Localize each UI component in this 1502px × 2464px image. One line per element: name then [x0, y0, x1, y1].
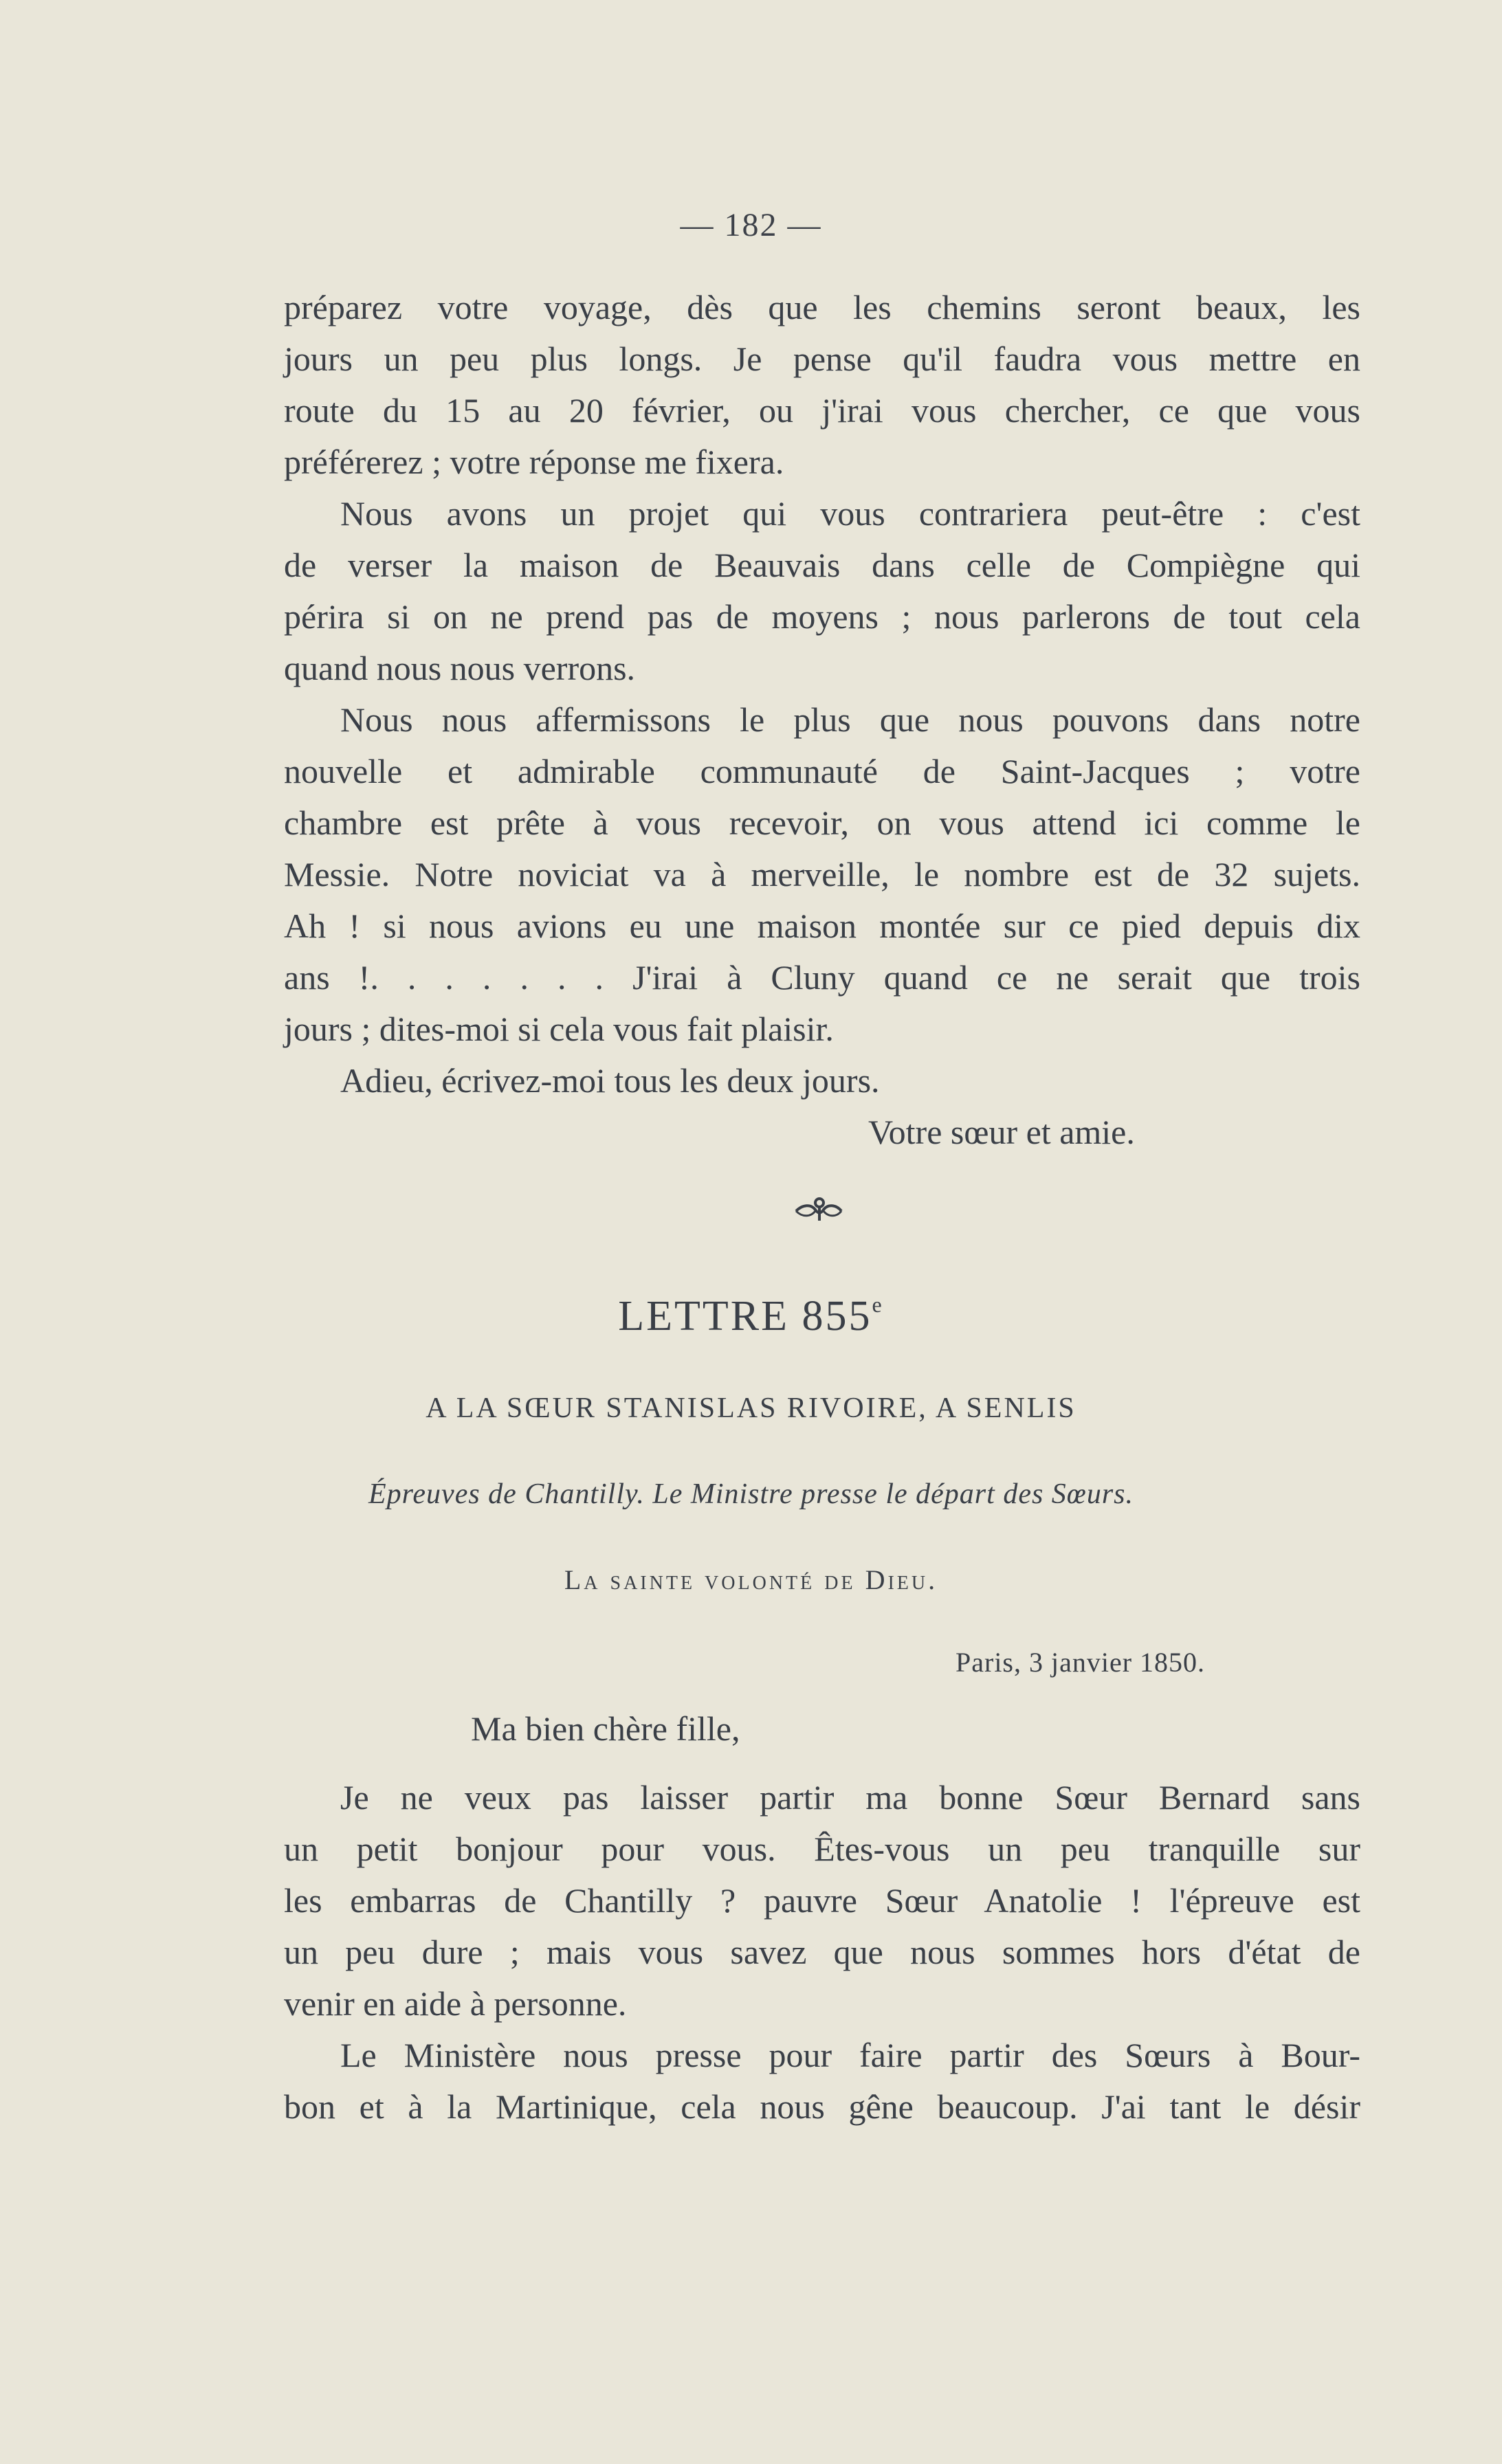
paragraph-start-line: Le Ministère nous presse pour faire partir des Sœurs à Bour- [340, 2036, 1360, 2074]
letter-addressee: A LA SŒUR STANISLAS RIVOIRE, A SENLIS [426, 1392, 1076, 1424]
fleuron-ornament-icon [791, 1189, 846, 1230]
page-number: — 182 — [680, 207, 822, 243]
letter-title-text: LETTRE 855 [618, 1293, 872, 1340]
text-line: route du 15 au 20 février, ou j'irai vous chercher, ce que vous [284, 391, 1360, 430]
letter-title-superscript: e [872, 1292, 884, 1317]
text-line: un peu dure ; mais vous savez que nous sommes hors d'état de [284, 1933, 1360, 1971]
text-line: Ah ! si nous avions eu une maison montée sur ce pied depuis dix [284, 907, 1360, 945]
text-line: un petit bonjour pour vous. Êtes-vous un peu tranquille sur [284, 1830, 1360, 1868]
letter-summary: Épreuves de Chantilly. Le Ministre presse le départ des Sœurs. [368, 1478, 1134, 1510]
text-line: périra si on ne prend pas de moyens ; nous parlerons de tout cela [284, 597, 1360, 636]
text-line: nouvelle et admirable communauté de Saint-Jacques ; votre [284, 752, 1360, 790]
text-line: venir en aide à personne. [284, 1984, 627, 2023]
paragraph-start-line: Je ne veux pas laisser partir ma bonne Sœur Bernard sans [340, 1778, 1360, 1817]
letter-title [0, 1292, 1502, 1341]
letter-heading: La sainte volonté de Dieu. [564, 1564, 938, 1595]
text-line: ans !. . . . . . . J'irai à Cluny quand ce ne serait que trois [284, 958, 1360, 997]
text-line: de verser la maison de Beauvais dans celle de Compiègne qui [284, 546, 1360, 584]
text-line: préférerez ; votre réponse me fixera. [284, 443, 784, 481]
text-line: bon et à la Martinique, cela nous gêne beaucoup. J'ai tant le désir [284, 2087, 1360, 2126]
paragraph-start-line: Nous avons un projet qui vous contrariera peut-être : c'est [340, 494, 1360, 533]
text-line: jours ; dites-moi si cela vous fait plaisir. [284, 1010, 834, 1048]
letter-closing: Votre sœur et amie. [868, 1113, 1135, 1151]
salutation: Ma bien chère fille, [471, 1709, 740, 1748]
text-line: chambre est prête à vous recevoir, on vous attend ici comme le [284, 803, 1360, 842]
text-line: jours un peu plus longs. Je pense qu'il faudra vous mettre en [284, 340, 1360, 378]
paragraph-start-line: Adieu, écrivez-moi tous les deux jours. [340, 1061, 880, 1100]
text-line: préparez votre voyage, dès que les chemins seront beaux, les [284, 288, 1360, 326]
text-line: les embarras de Chantilly ? pauvre Sœur Anatolie ! l'épreuve est [284, 1881, 1360, 1920]
text-line: Messie. Notre noviciat va à merveille, le nombre est de 32 sujets. [284, 855, 1360, 894]
text-line: quand nous nous verrons. [284, 649, 636, 687]
letter-date: Paris, 3 janvier 1850. [956, 1647, 1206, 1678]
paragraph-start-line: Nous nous affermissons le plus que nous pouvons dans notre [340, 700, 1360, 739]
